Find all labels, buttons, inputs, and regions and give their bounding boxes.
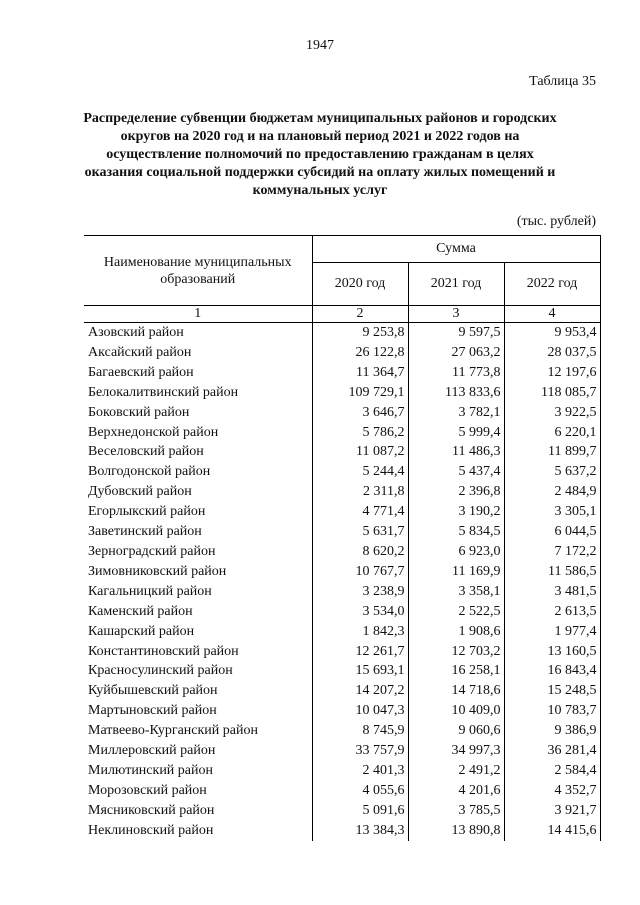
value-2022: 6 044,5: [504, 522, 600, 542]
value-2020: 4 771,4: [312, 502, 408, 522]
district-name: Мясниковский район: [84, 801, 312, 821]
table-row: [84, 423, 600, 443]
year-header-2021: 2021 год: [408, 263, 504, 306]
value-2020: 8 620,2: [312, 542, 408, 562]
table-row: [84, 721, 600, 741]
value-2021: 2 522,5: [408, 602, 504, 622]
value-2020: 12 261,7: [312, 642, 408, 662]
table-row: [84, 562, 600, 582]
table-row: [84, 622, 600, 642]
value-2020: 5 786,2: [312, 423, 408, 443]
table-row: [84, 442, 600, 462]
column-index-4: 4: [504, 306, 600, 323]
value-2020: 33 757,9: [312, 741, 408, 761]
column-index-3: 3: [408, 306, 504, 323]
value-2022: 3 305,1: [504, 502, 600, 522]
table-row: [84, 403, 600, 423]
value-2020: 9 253,8: [312, 323, 408, 343]
table-row: [84, 741, 600, 761]
district-name: Азовский район: [84, 323, 312, 343]
table-row: [84, 761, 600, 781]
value-2021: 3 782,1: [408, 403, 504, 423]
value-2021: 6 923,0: [408, 542, 504, 562]
value-2022: 11 899,7: [504, 442, 600, 462]
value-2022: 15 248,5: [504, 681, 600, 701]
value-2020: 8 745,9: [312, 721, 408, 741]
subvention-table: [84, 235, 601, 841]
value-2020: 109 729,1: [312, 383, 408, 403]
value-2021: 34 997,3: [408, 741, 504, 761]
value-2020: 5 244,4: [312, 462, 408, 482]
value-2022: 10 783,7: [504, 701, 600, 721]
district-name: Зимовниковский район: [84, 562, 312, 582]
table-body: [84, 323, 600, 841]
year-header-2022: 2022 год: [504, 263, 600, 306]
district-name: Боковский район: [84, 403, 312, 423]
value-2020: 10 767,7: [312, 562, 408, 582]
value-2021: 1 908,6: [408, 622, 504, 642]
value-2022: 14 415,6: [504, 821, 600, 841]
value-2021: 13 890,8: [408, 821, 504, 841]
district-name: Каменский район: [84, 602, 312, 622]
value-2022: 13 160,5: [504, 642, 600, 662]
value-2020: 11 087,2: [312, 442, 408, 462]
value-2020: 10 047,3: [312, 701, 408, 721]
value-2021: 3 358,1: [408, 582, 504, 602]
sum-column-header: Сумма: [312, 236, 600, 263]
value-2021: 16 258,1: [408, 661, 504, 681]
table-row: [84, 323, 600, 343]
value-2021: 9 060,6: [408, 721, 504, 741]
district-name: Милютинский район: [84, 761, 312, 781]
value-2020: 3 646,7: [312, 403, 408, 423]
table-row: [84, 343, 600, 363]
district-name: Волгодонской район: [84, 462, 312, 482]
value-2021: 5 834,5: [408, 522, 504, 542]
value-2020: 14 207,2: [312, 681, 408, 701]
district-name: Константиновский район: [84, 642, 312, 662]
value-2022: 2 484,9: [504, 482, 600, 502]
column-index-2: 2: [312, 306, 408, 323]
district-name: Аксайский район: [84, 343, 312, 363]
value-2021: 5 999,4: [408, 423, 504, 443]
value-2022: 3 922,5: [504, 403, 600, 423]
table-row: [84, 542, 600, 562]
table-row: [84, 701, 600, 721]
value-2021: 27 063,2: [408, 343, 504, 363]
value-2021: 12 703,2: [408, 642, 504, 662]
district-name: Заветинский район: [84, 522, 312, 542]
district-name: Егорлыкский район: [84, 502, 312, 522]
value-2020: 26 122,8: [312, 343, 408, 363]
value-2022: 2 613,5: [504, 602, 600, 622]
table-row: [84, 482, 600, 502]
district-name: Морозовский район: [84, 781, 312, 801]
value-2020: 3 238,9: [312, 582, 408, 602]
value-2022: 4 352,7: [504, 781, 600, 801]
value-2022: 5 637,2: [504, 462, 600, 482]
value-2022: 7 172,2: [504, 542, 600, 562]
value-2021: 113 833,6: [408, 383, 504, 403]
table-row: [84, 522, 600, 542]
table-row: [84, 502, 600, 522]
district-name: Кагальницкий район: [84, 582, 312, 602]
district-name: Белокалитвинский район: [84, 383, 312, 403]
district-name: Зерноградский район: [84, 542, 312, 562]
value-2022: 3 921,7: [504, 801, 600, 821]
value-2021: 11 773,8: [408, 363, 504, 383]
name-column-header: Наименование муниципальных образований: [84, 236, 312, 306]
value-2022: 9 953,4: [504, 323, 600, 343]
value-2020: 11 364,7: [312, 363, 408, 383]
value-2022: 9 386,9: [504, 721, 600, 741]
table-row: [84, 781, 600, 801]
value-2021: 11 169,9: [408, 562, 504, 582]
value-2022: 11 586,5: [504, 562, 600, 582]
value-2021: 3 190,2: [408, 502, 504, 522]
district-name: Красносулинский район: [84, 661, 312, 681]
table-row: [84, 363, 600, 383]
value-2022: 2 584,4: [504, 761, 600, 781]
district-name: Веселовский район: [84, 442, 312, 462]
district-name: Мартыновский район: [84, 701, 312, 721]
value-2020: 1 842,3: [312, 622, 408, 642]
value-2020: 5 631,7: [312, 522, 408, 542]
value-2020: 4 055,6: [312, 781, 408, 801]
value-2020: 5 091,6: [312, 801, 408, 821]
value-2021: 4 201,6: [408, 781, 504, 801]
value-2022: 28 037,5: [504, 343, 600, 363]
column-index-1: 1: [84, 306, 312, 323]
value-2020: 2 401,3: [312, 761, 408, 781]
value-2020: 13 384,3: [312, 821, 408, 841]
value-2022: 1 977,4: [504, 622, 600, 642]
value-2022: 118 085,7: [504, 383, 600, 403]
value-2021: 2 396,8: [408, 482, 504, 502]
table-row: [84, 821, 600, 841]
document-title: Распределение субвенции бюджетам муниципальных районов и городских округов на 2020 год и на плановый период 2021 и 2022 годов на осуществление полномочий по предоставлению гражданам в целях оказания социальной поддержки субсидий на оплату жилых помещений и коммунальных услуг: [83, 111, 557, 198]
value-2021: 3 785,5: [408, 801, 504, 821]
table-row: [84, 661, 600, 681]
table-row: [84, 462, 600, 482]
district-name: Верхнедонской район: [84, 423, 312, 443]
district-name: Куйбышевский район: [84, 681, 312, 701]
value-2022: 12 197,6: [504, 363, 600, 383]
district-name: Багаевский район: [84, 363, 312, 383]
district-name: Неклиновский район: [84, 821, 312, 841]
value-2020: 3 534,0: [312, 602, 408, 622]
value-2021: 5 437,4: [408, 462, 504, 482]
district-name: Кашарский район: [84, 622, 312, 642]
table-label: Таблица 35: [529, 74, 596, 89]
table-row: [84, 383, 600, 403]
value-2020: 15 693,1: [312, 661, 408, 681]
units-label: (тыс. рублей): [516, 214, 596, 229]
table-row: [84, 582, 600, 602]
page-number: 1947: [306, 38, 334, 53]
value-2022: 16 843,4: [504, 661, 600, 681]
year-header-2020: 2020 год: [312, 263, 408, 306]
value-2021: 9 597,5: [408, 323, 504, 343]
district-name: Дубовский район: [84, 482, 312, 502]
value-2020: 2 311,8: [312, 482, 408, 502]
table-row: [84, 602, 600, 622]
value-2021: 2 491,2: [408, 761, 504, 781]
value-2022: 36 281,4: [504, 741, 600, 761]
value-2022: 3 481,5: [504, 582, 600, 602]
value-2021: 11 486,3: [408, 442, 504, 462]
district-name: Матвеево-Курганский район: [84, 721, 312, 741]
table-row: [84, 642, 600, 662]
value-2022: 6 220,1: [504, 423, 600, 443]
value-2021: 14 718,6: [408, 681, 504, 701]
district-name: Миллеровский район: [84, 741, 312, 761]
table-row: [84, 801, 600, 821]
value-2021: 10 409,0: [408, 701, 504, 721]
table-row: [84, 681, 600, 701]
